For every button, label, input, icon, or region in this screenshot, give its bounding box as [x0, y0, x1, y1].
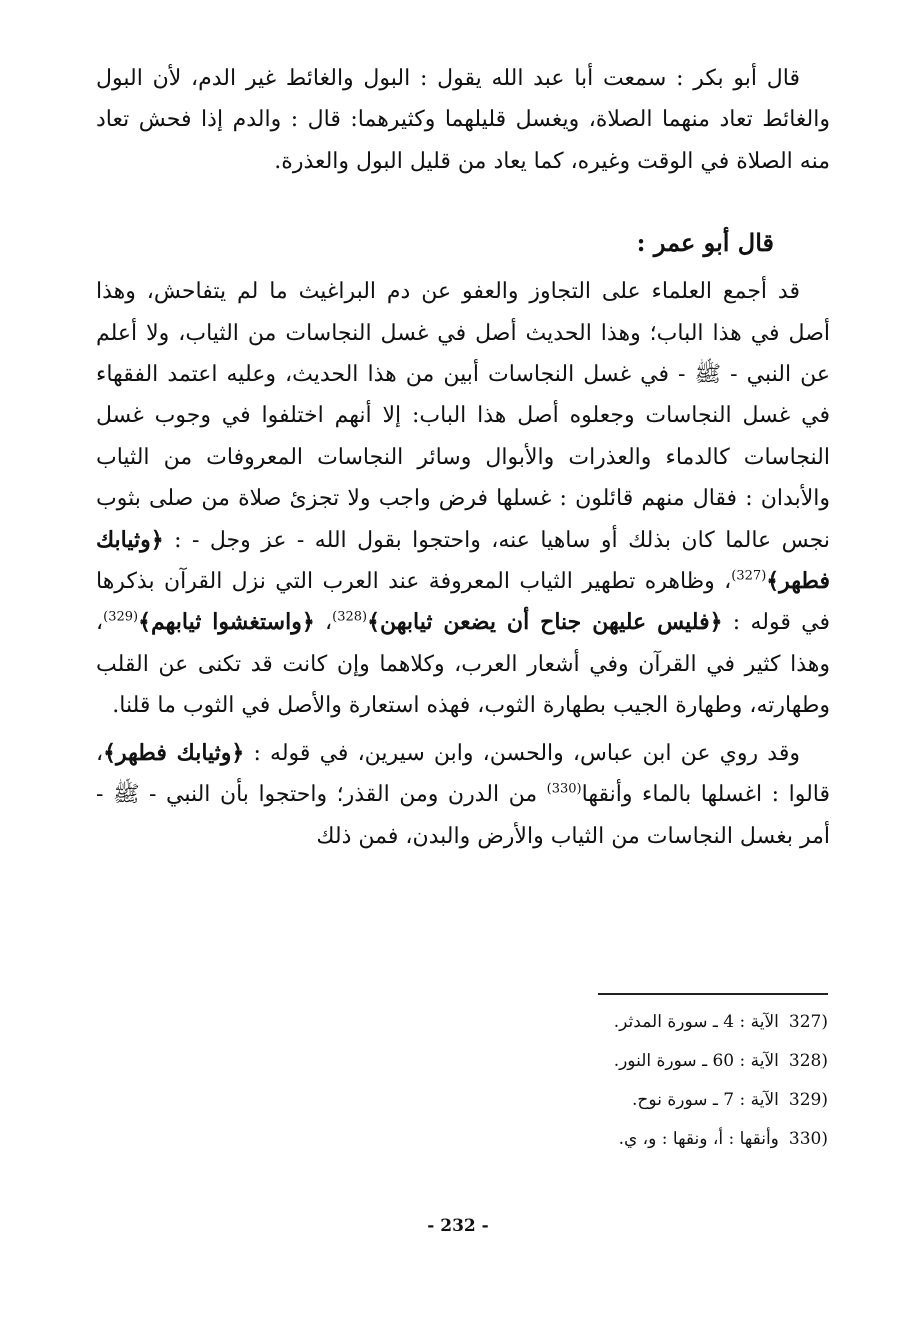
quran-verse-2: ﴿فليس عليهن جناح أن يضعن ثيابهن﴾ [367, 609, 723, 636]
section-heading: قال أبو عمر : [636, 228, 774, 258]
page-body [96, 58, 830, 857]
quran-verse-1: ﴿وثيابك فطهر﴾ [96, 526, 830, 595]
quran-verse-3: ﴿واستغشوا ثيابهم﴾ [138, 609, 315, 636]
footnote-text: الآية : 7 ـ سورة نوح. [632, 1090, 779, 1110]
paragraph-consensus-text-2: ، وظاهره تطهير الثياب المعروفة عند العرب التي نزل القرآن بذكرها في قوله : [96, 569, 831, 636]
paragraph-narration-text-2: ، قالوا : اغسلها بالماء وأنقها [96, 740, 831, 808]
verse-separator: ، [314, 610, 333, 636]
footnote-text: الآية : 4 ـ سورة المدثر. [613, 1012, 779, 1032]
footnote-text: الآية : 60 ـ سورة النور. [613, 1051, 779, 1071]
footnote-number: (329 [788, 1090, 828, 1110]
paragraph-consensus [96, 271, 830, 726]
footnote-ref-328: (328) [332, 610, 368, 626]
footnote-text: وأنقها : أ، ونقها : و، ي. [618, 1129, 779, 1149]
footnote-ref-327: (327) [731, 568, 767, 584]
footnote-330 [400, 1120, 828, 1159]
paragraph-abu-bakr: قال أبو بكر : سمعت أبا عبد الله يقول : البول والغائط غير الدم، لأن البول والغائط تعاد منهما الصلاة، ويغسل قليلهما وكثيرهما: قال : والدم إذا فحش تعاد منه الصلاة في الوقت وغيره، كما يعاد من قليل البول والعذرة. [96, 66, 830, 174]
footnote-327 [400, 1003, 828, 1042]
footnote-number: (328 [788, 1051, 828, 1071]
paragraph-narration-text: وقد روي عن ابن عباس، والحسن، وابن سيرين، في قوله : [253, 740, 800, 766]
paragraph-consensus-text: قد أجمع العلماء على التجاوز والعفو عن دم البراغيث ما لم يتفاحش، وهذا أصل في هذا الباب؛ وهذا الحديث أصل في غسل النجاسات من الثياب، ولا أعلم عن النبي - ﷺ - في غسل النجاسات أبين من هذا الحديث، وعليه اعتمد الفقهاء في غسل النجاسات وجعلوه أصل هذا الباب: إلا أنهم اختلفوا في وجوب غسل النجاسات كالدماء والعذرات والأبوال وسائر النجاسات المعروفات من الثياب والأبدان : فقال منهم قائلون : غسلها فرض واجب ولا تجزئ صلاة من صلى بثوب نجس عالما كان بذلك أو ساهيا عنه، واحتجوا بقول الله - عز وجل - : [96, 279, 831, 553]
footnote-number: (327 [788, 1012, 828, 1032]
footnote-328 [400, 1042, 828, 1081]
footnote-329 [400, 1081, 828, 1120]
footnote-ref-329: (329) [103, 610, 139, 626]
quran-verse-4: ﴿وثيابك فطهر﴾ [103, 739, 245, 766]
page-number: - 232 - [427, 1216, 489, 1236]
footnote-number: (330 [788, 1129, 828, 1149]
footnote-ref-330: (330) [546, 781, 582, 797]
footnotes [400, 1003, 828, 1159]
paragraph-narration [96, 733, 830, 857]
paragraph-consensus-text-3: ، وهذا كثير في القرآن وفي أشعار العرب، وكلاهما وإن كانت قد تكنى عن القلب وطهارته، وطهارة الجيب بطهارة الثوب، فهذه استعارة والأصل في الثوب ما قلنا. [96, 610, 830, 719]
paragraph-narration-text-3: من الدرن ومن القذر؛ واحتجوا بأن النبي - ﷺ - أمر بغسل النجاسات من الثياب والأرض والبدن، فمن ذلك [96, 782, 830, 849]
footnote-divider [598, 993, 828, 995]
